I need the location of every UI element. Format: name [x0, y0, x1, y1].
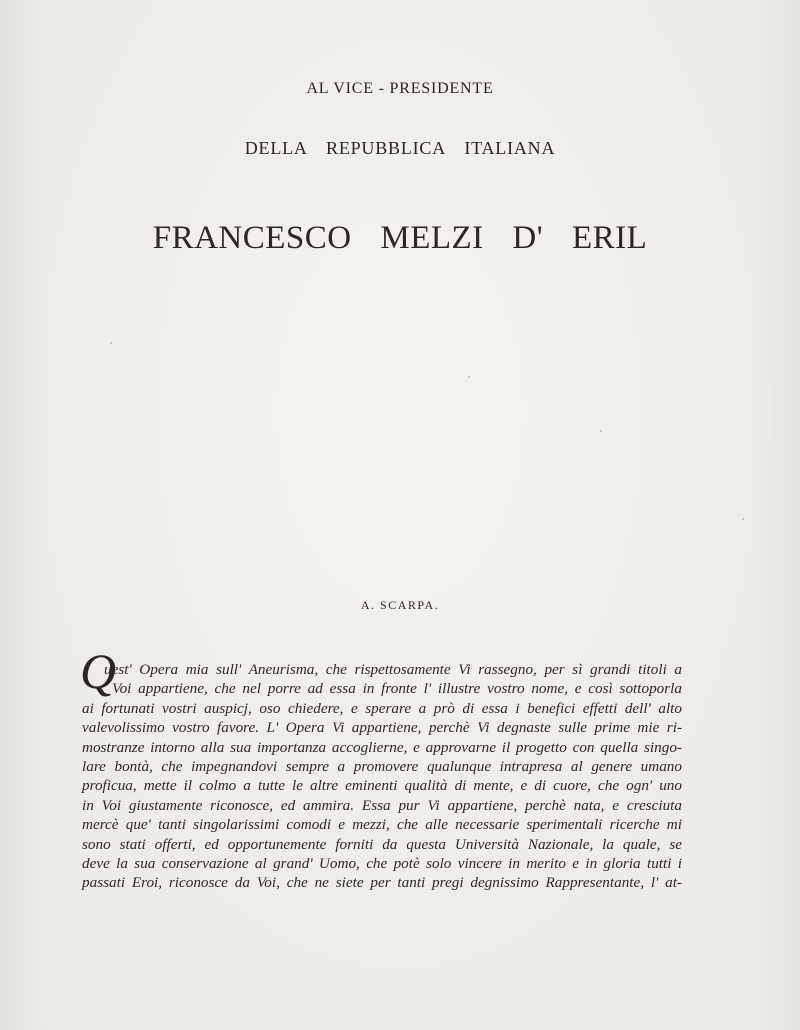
body-line: uest' Opera mia sull' Aneurisma, che rispettosamente Vi rassegno, per sì grandi titoli a — [104, 661, 682, 678]
dedication-line-repubblica: DELLA REPUBBLICA ITALIANA — [244, 138, 556, 158]
paper-speck — [600, 430, 602, 432]
dedication-line-vice-presidente: AL VICE - PRESIDENTE — [306, 80, 494, 97]
dedication-name: FRANCESCO MELZI D' ERIL — [152, 220, 648, 256]
body-line: mercè que' tanti singolarissimi comodi e mezzi, che alle necessarie sperimentali ricerche mi — [82, 816, 682, 834]
body-line: sono stati offerti, ed opportunemente forniti da questa Università Nazionale, la quale, se — [82, 835, 682, 853]
author-signature: A. SCARPA. — [360, 598, 440, 612]
body-line: ai fortunati vostri auspicj, oso chiedere, e sperare a prò di essa i benefici effetti dell' alto — [82, 699, 682, 717]
body-line: proficua, mette il colmo a tutte le altre eminenti qualità di mente, e di cuore, che ogn' uno — [82, 777, 682, 795]
body-line: valevolissimo vostro favore. L' Opera Vi appartiene, perchè Vi degnaste sulle prime mie ri- — [82, 719, 682, 737]
body-line: passati Eroi, riconosce da Voi, che ne siete per tanti pregi degnissimo Rappresentante, l' at- — [82, 874, 682, 892]
body-line: Voi appartiene, che nel porre ad essa in fronte l' illustre vostro nome, e così sottoporla — [112, 680, 682, 698]
paper-speck — [742, 518, 744, 520]
body-line: mostranze intorno alla sua importanza accoglierne, e approvarne il progetto con quella singo- — [82, 738, 682, 756]
dedication-body — [82, 660, 682, 893]
body-line: in Voi giustamente riconosce, ed ammira. Essa pur Vi appartiene, perchè nata, e cresciuta — [82, 796, 682, 814]
drop-cap: Q — [80, 643, 117, 699]
body-line: lare bontà, che impegnandovi sempre a promovere qualunque intrapresa al genere umano — [82, 757, 682, 775]
body-line: deve la sua conservazione al grand' Uomo, che potè solo vincere in merito e in gloria tutti i — [82, 854, 682, 872]
paper-speck — [468, 376, 470, 378]
paper-speck — [110, 342, 112, 344]
